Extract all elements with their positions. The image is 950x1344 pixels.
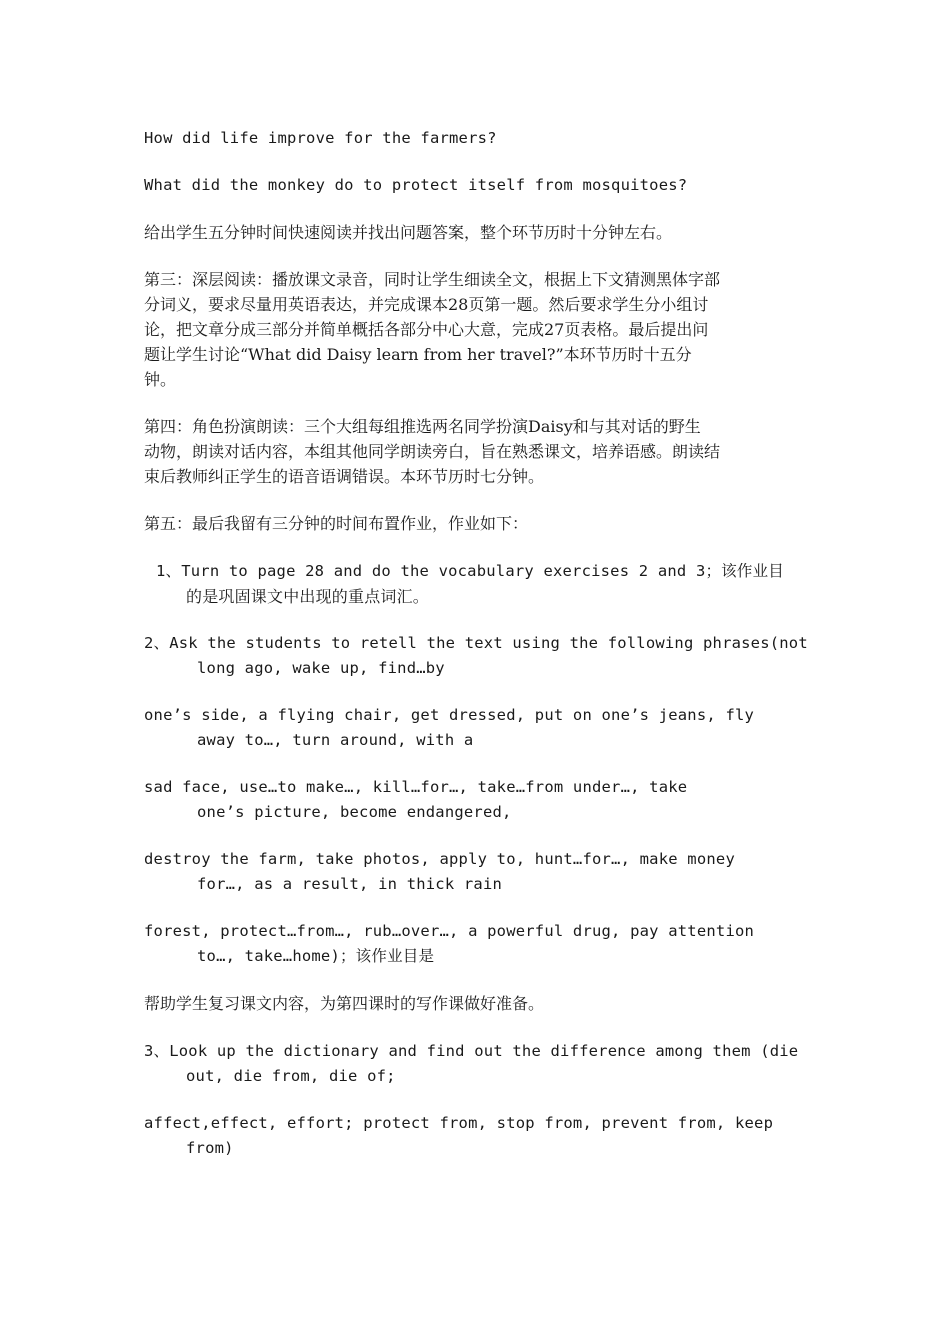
homework-2-line: for…, as a result, in thick rain <box>197 875 503 893</box>
homework-2-purpose-text: 帮助学生复习课文内容，为第四课时的写作课做好准备。 <box>144 994 545 1013</box>
homework-3-line: from) <box>186 1139 234 1157</box>
homework-1-line: 的是巩固课文中出现的重点词汇。 <box>186 587 430 606</box>
question-1 <box>144 126 810 151</box>
homework-1 <box>144 559 810 609</box>
homework-2-line: destroy the farm, take photos, apply to, hunt…for…, make money <box>144 850 735 868</box>
step-3-line: 分词义，要求尽量用英语表达，并完成课本28页第一题。然后要求学生分小组讨 <box>144 295 709 314</box>
homework-3-line: 3、Look up the dictionary and find out the difference among them (die <box>144 1042 799 1060</box>
step-4-line: 束后教师纠正学生的语音语调错误。本环节历时七分钟。 <box>144 467 545 486</box>
step-3-line: 钟。 <box>144 370 177 389</box>
homework-2-purpose <box>144 991 810 1016</box>
step-3-line: 第三：深层阅读：播放课文录音，同时让学生细读全文，根据上下文猜测黑体字部 <box>144 270 721 289</box>
question-2-text: What did the monkey do to protect itself from mosquitoes? <box>144 176 688 194</box>
homework-2-line: one’s side, a flying chair, get dressed, put on one’s jeans, fly <box>144 706 755 724</box>
step-3-line: 论，把文章分成三部分并简单概括各部分中心大意，完成27页表格。最后提出问 <box>144 320 709 339</box>
homework-3-part-a <box>144 1039 810 1089</box>
step-4-line: 动物，朗读对话内容，本组其他同学朗读旁白，旨在熟悉课文，培养语感。朗读结 <box>144 442 721 461</box>
homework-1-line: 1、Turn to page 28 and do the vocabulary exercises 2 and 3；该作业目 <box>156 562 784 580</box>
homework-2-part-a <box>144 631 810 681</box>
homework-2-line: one’s picture, become endangered, <box>197 803 512 821</box>
reading-time-text: 给出学生五分钟时间快速阅读并找出问题答案，整个环节历时十分钟左右。 <box>144 223 673 242</box>
homework-2-line: to…, take…home)；该作业目是 <box>197 947 435 965</box>
homework-2-part-d <box>144 847 810 897</box>
homework-2-line: away to…, turn around, with a <box>197 731 474 749</box>
step-4-line: 第四：角色扮演朗读：三个大组每组推选两名同学扮演Daisy和与其对话的野生 <box>144 417 701 436</box>
homework-2-part-c <box>144 775 810 825</box>
homework-3-part-b <box>144 1111 810 1161</box>
step-3-paragraph <box>144 267 810 392</box>
homework-3-line: affect,effect, effort; protect from, stop from, prevent from, keep <box>144 1114 774 1132</box>
homework-3-line: out, die from, die of; <box>186 1067 396 1085</box>
homework-2-line: forest, protect…from…, rub…over…, a powerful drug, pay attention <box>144 922 755 940</box>
homework-2-line: long ago, wake up, find…by <box>197 659 445 677</box>
homework-2-line: 2、Ask the students to retell the text using the following phrases(not <box>144 634 808 652</box>
step-5-text: 第五：最后我留有三分钟的时间布置作业，作业如下： <box>144 514 529 533</box>
homework-2-part-b <box>144 703 810 753</box>
step-4-paragraph <box>144 414 810 489</box>
question-2 <box>144 173 810 198</box>
step-3-line: 题让学生讨论“What did Daisy learn from her travel?”本环节历时十五分 <box>144 345 692 364</box>
step-5-paragraph <box>144 511 810 536</box>
reading-time-note <box>144 220 810 245</box>
homework-2-part-e <box>144 919 810 969</box>
question-1-text: How did life improve for the farmers? <box>144 129 497 147</box>
homework-2-line: sad face, use…to make…, kill…for…, take…from under…, take <box>144 778 688 796</box>
